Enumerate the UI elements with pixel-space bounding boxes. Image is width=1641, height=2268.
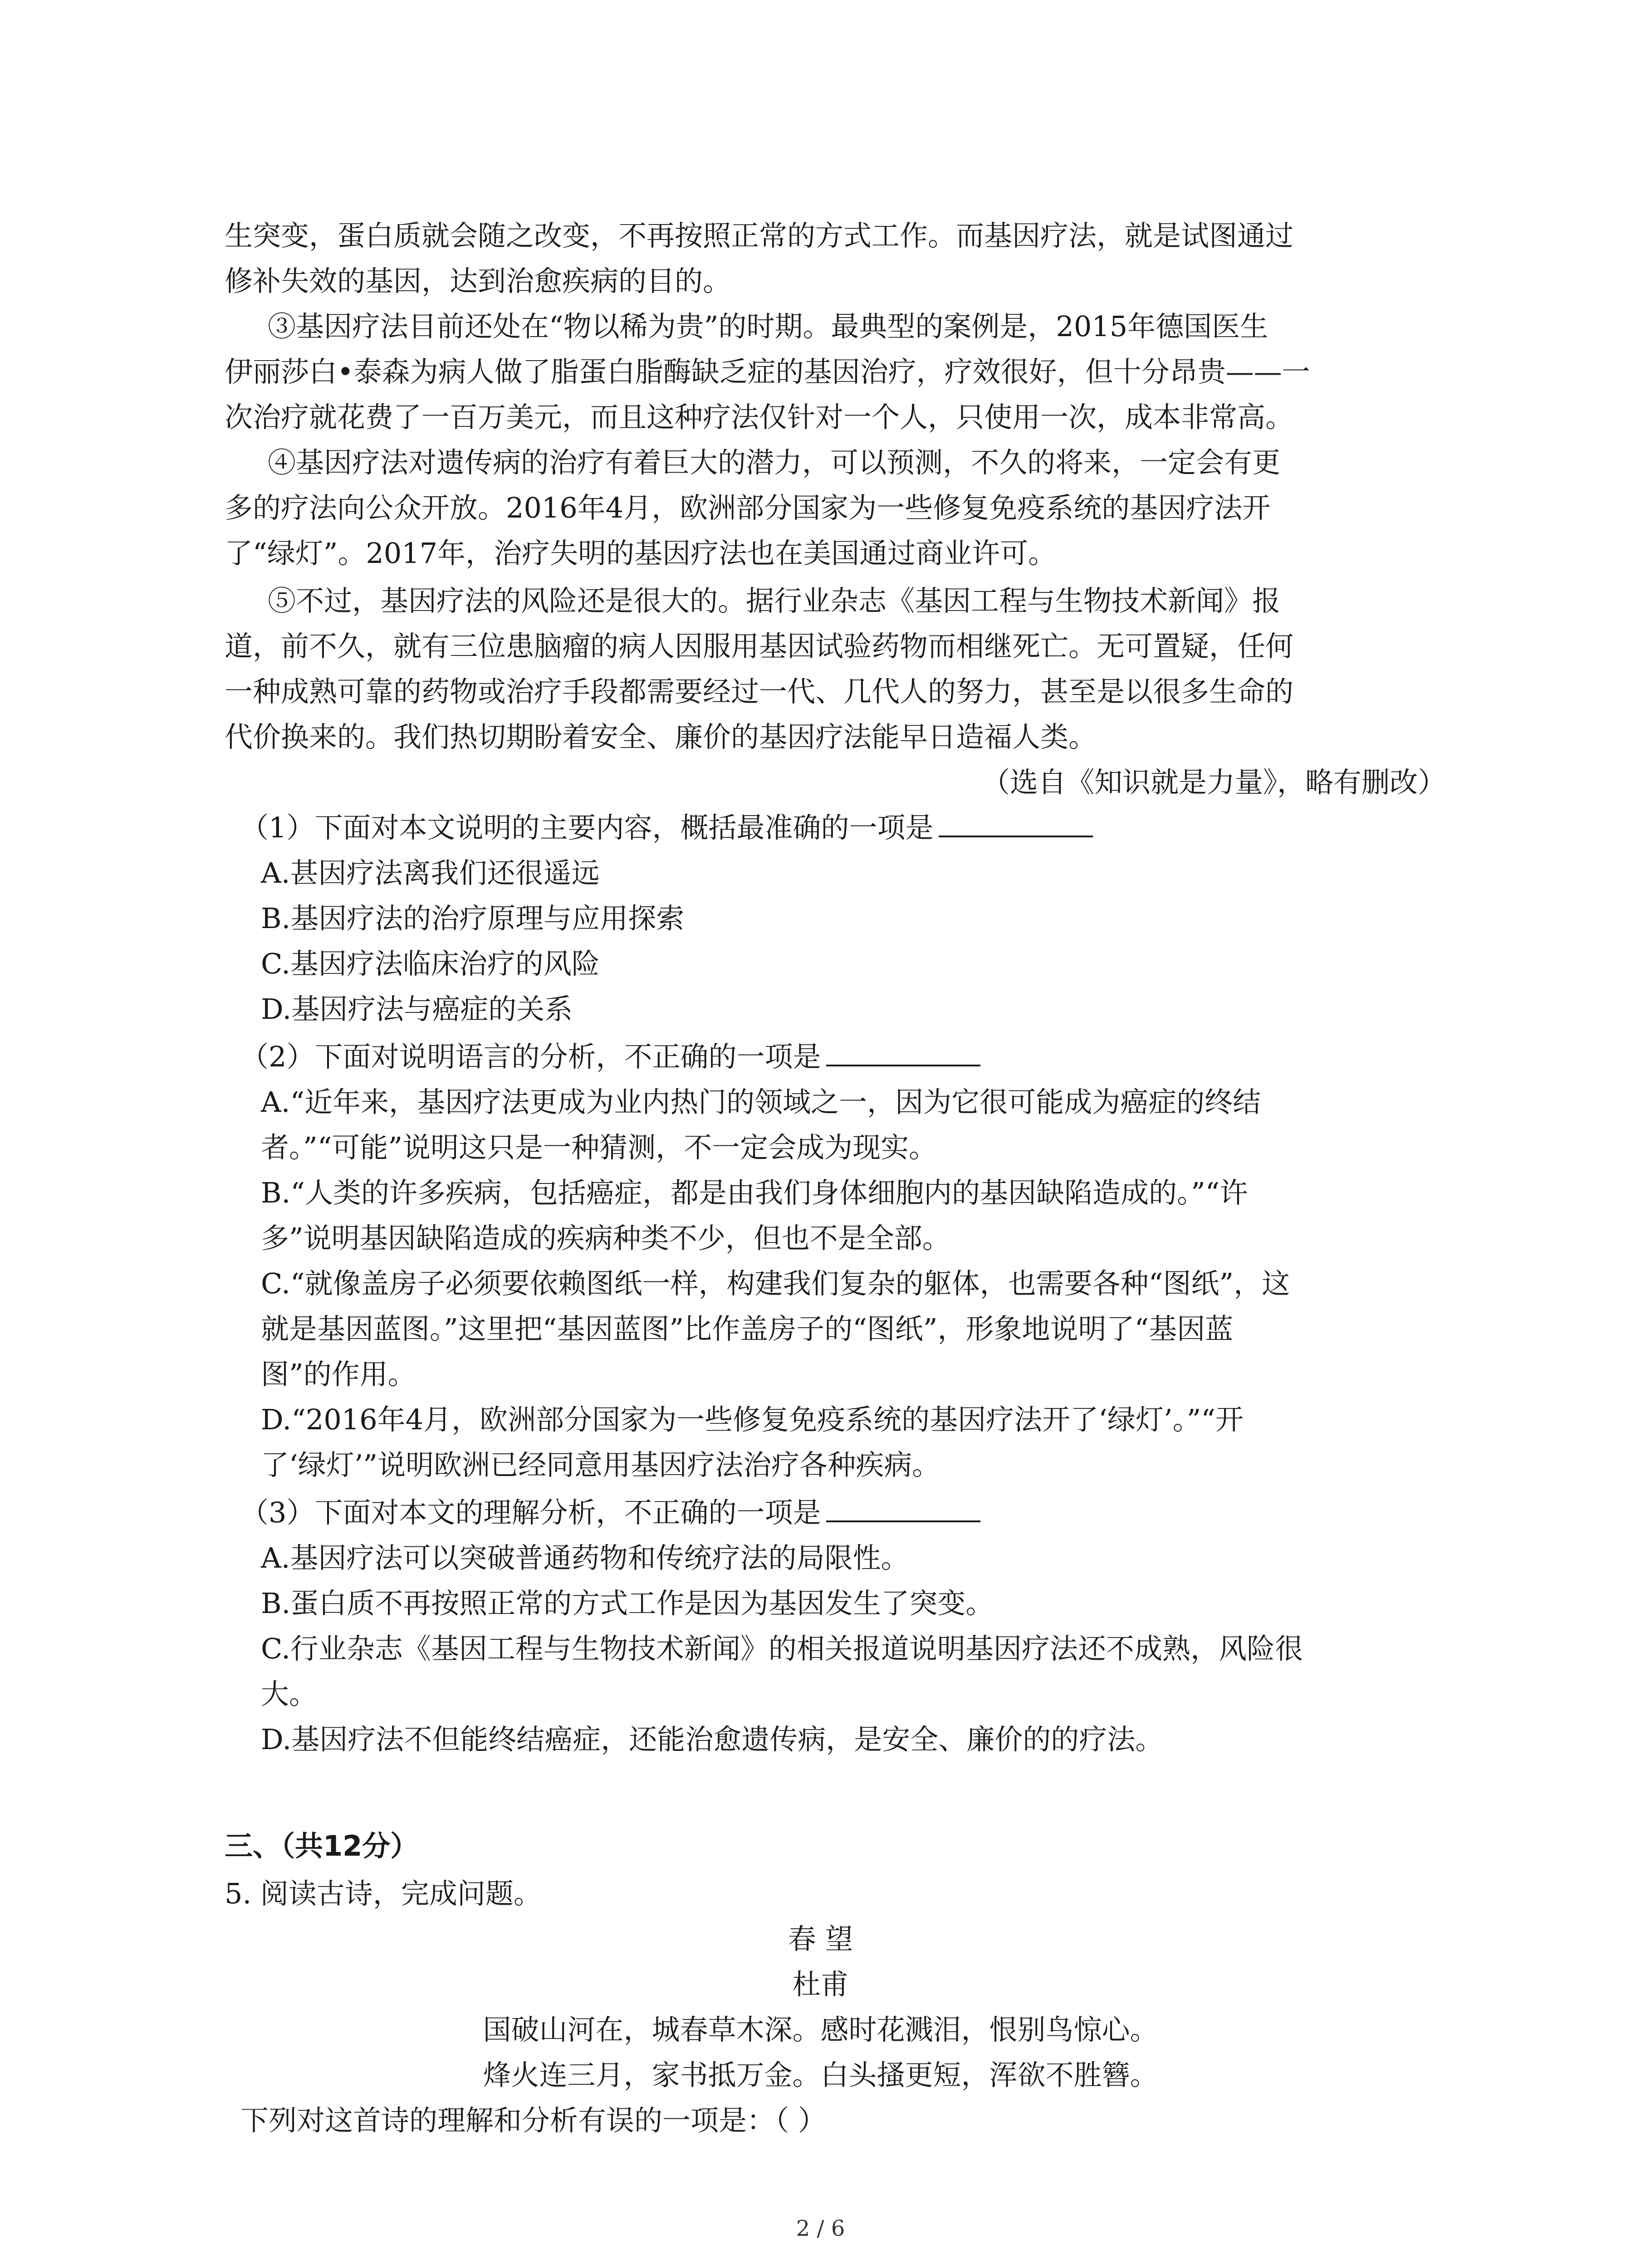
answer-blank [939,810,1093,837]
page-number: 2 / 6 [796,2216,845,2241]
question-3-stem [240,1490,1465,1535]
question-1-option-b: B.基因疗法的治疗原理与应用探索 [261,902,685,935]
source-citation: （选自《知识就是力量》，略有删改） [981,766,1446,799]
answer-blank [826,1495,980,1522]
question-1-stem [240,805,1465,850]
question-2-stem [240,1034,1465,1080]
passage-line: 生突变，蛋白质就会随之改变，不再按照正常的方式工作。而基因疗法，就是试图通过 [225,219,1294,252]
question-2-option-c-cont: 就是基因蓝图。”这里把“基因蓝图”比作盖房子的“图纸”，形象地说明了“基因蓝 [261,1312,1234,1345]
poem-author: 杜甫 [792,1968,849,2001]
question-5-prompt: 5. 阅读古诗，完成问题。 [225,1877,542,1910]
question-3-option-b: B.蛋白质不再按照正常的方式工作是因为基因发生了突变。 [261,1587,994,1620]
question-2-option-a-cont: 者。”“可能”说明这只是一种猜测，不一定会成为现实。 [261,1131,937,1164]
question-3-option-a: A.基因疗法可以突破普通药物和传统疗法的局限性。 [261,1541,909,1574]
paragraph-5-line: 代价换来的。我们热切期盼着安全、廉价的基因疗法能早日造福人类。 [225,720,1097,753]
question-2-option-c: C.“就像盖房子必须要依赖图纸一样，构建我们复杂的躯体，也需要各种“图纸”，这 [261,1267,1290,1300]
answer-blank [826,1039,980,1066]
paragraph-3-line: 次治疗就花费了一百万美元，而且这种疗法仅针对一个人，只使用一次，成本非常高。 [225,401,1294,434]
paragraph-3-line: ③基因疗法目前还处在“物以稀为贵”的时期。最典型的案例是，2015年德国医生 [268,310,1269,343]
poem-line: 烽火连三月，家书抵万金。白头搔更短，浑欲不胜簪。 [483,2058,1158,2092]
poem-question: 下列对这首诗的理解和分析有误的一项是：（ ） [240,2104,826,2137]
question-2-option-c-cont: 图”的作用。 [261,1358,416,1391]
question-3-text: （3）下面对本文的理解分析，不正确的一项是 [240,1496,821,1529]
poem-line: 国破山河在，城春草木深。感时花溅泪，恨别鸟惊心。 [483,2013,1158,2046]
paragraph-3-line: 伊丽莎白•泰森为病人做了脂蛋白脂酶缺乏症的基因治疗，疗效很好，但十分昂贵——一 [225,355,1310,388]
question-3-option-c: C.行业杂志《基因工程与生物技术新闻》的相关报道说明基因疗法还不成熟，风险很 [261,1632,1303,1665]
passage-line: 修补失效的基因，达到治愈疾病的目的。 [225,264,731,298]
question-1-option-c: C.基因疗法临床治疗的风险 [261,947,600,980]
question-1-option-d: D.基因疗法与癌症的关系 [261,992,573,1026]
paragraph-5-line: 一种成熟可靠的药物或治疗手段都需要经过一代、几代人的努力，甚至是以很多生命的 [225,675,1294,708]
question-1-option-a: A.甚因疗法离我们还很遥远 [261,856,600,890]
question-3-option-d: D.基因疗法不但能终结癌症，还能治愈遗传病，是安全、廉价的的疗法。 [261,1723,1164,1756]
question-2-option-d: D.“2016年4月，欧洲部分国家为一些修复免疫系统的基因疗法开了‘绿灯’。”“开 [261,1403,1244,1436]
question-2-option-d-cont: 了‘绿灯’”说明欧洲已经同意用基因疗法治疗各种疾病。 [261,1448,941,1481]
paragraph-4-line: ④基因疗法对遗传病的治疗有着巨大的潜力，可以预测，不久的将来，一定会有更 [268,446,1281,479]
poem-title: 春 望 [788,1922,853,1955]
section-heading: 三、（共12分） [225,1829,419,1862]
paragraph-5-line: ⑤不过，基因疗法的风险还是很大的。据行业杂志《基因工程与生物技术新闻》报 [268,584,1281,617]
question-2-text: （2）下面对说明语言的分析，不正确的一项是 [240,1040,821,1073]
question-2-option-a: A.“近年来，基因疗法更成为业内热门的领域之一，因为它很可能成为癌症的终结 [261,1085,1261,1119]
question-2-option-b: B.“人类的许多疾病，包括癌症，都是由我们身体细胞内的基因缺陷造成的。”“许 [261,1176,1248,1209]
question-3-option-c-cont: 大。 [261,1677,318,1711]
paragraph-4-line: 多的疗法向公众开放。2016年4月，欧洲部分国家为一些修复免疫系统的基因疗法开 [225,491,1271,524]
question-2-option-b-cont: 多”说明基因缺陷造成的疾病种类不少，但也不是全部。 [261,1222,950,1255]
paragraph-4-line: 了“绿灯”。2017年，治疗失明的基因疗法也在美国通过商业许可。 [225,537,1057,570]
paragraph-5-line: 道，前不久，就有三位患脑瘤的病人因服用基因试验药物而相继死亡。无可置疑，任何 [225,630,1294,663]
question-1-text: （1）下面对本文说明的主要内容，概括最准确的一项是 [240,811,934,844]
